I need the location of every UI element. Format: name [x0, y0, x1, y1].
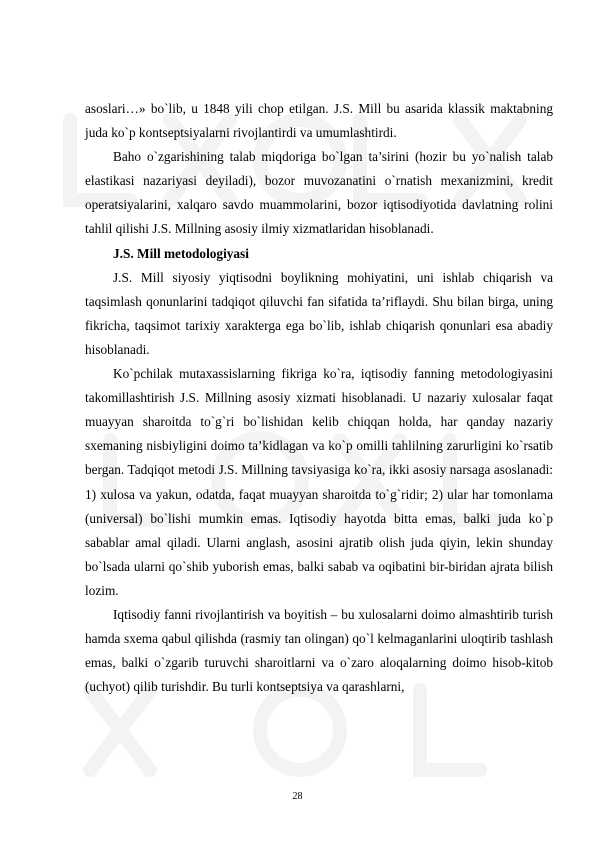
- paragraph-methodology: Ko`pchilak mutaxassislarning fikriga ko`ra, iqtisodiy fanning metodologiyasini takomillashtirish J.S. Millning asosiy xizmati hisoblanadi. U nazariy xulosalar faqat muayyan sharoitda to`g`ri bo`lishidan kelib chiqqan holda, har qanday nazariy sxemaning nisbiyligini doimo ta’kidlagan va ko`p omilli tahlilning zarurligini ko`rsatib bergan. Tadqiqot metodi J.S. Millning tavsiyasiga ko`ra, ikki asosiy narsaga asoslanadi: 1) xulosa va yakun, odatda, faqat muayyan sharoitda to`g`ridir; 2) ular har tomonlama (universal) bo`lishi mumkin emas. Iqtisodiy hayotda bitta emas, balki juda ko`p sabablar amal qiladi. Ularni anglash, asosini ajratib olish juda qiyin, lekin shunday bo`lsada ularni qo`shib yuborish emas, balki sabab va oqibatini bir-biridan ajrata bilish lozim.: [85, 366, 553, 598]
- paragraph-political-economy: J.S. Mill siyosiy yiqtisodni boylikning mohiyatini, uni ishlab chiqarish va taqsimlash qonunlarini tadqiqot qiluvchi fan sifatida ta’riflaydi. Shu bilan birga, uning fikricha, taqsimot tarixiy xarakterga ega bo`lib, ishlab chiqarish qonunlari esa abadiy hisoblanadi.: [85, 269, 553, 357]
- paragraph-economic-science: Iqtisodiy fanni rivojlantirish va boyitish – bu xulosalarni doimo almashtirib turish hamda sxema qabul qilishda (rasmiy tan olingan) qo`l kelmaganlarini uloqtirib tashlash emas, balki o`zgarib turuvchi sharoitlarni va o`zaro aloqalarning doimo hisob-kitob (uchyot) qilib turishdir. Bu turli kontseptsiya va qarashlarni,: [85, 606, 553, 695]
- document-body: [85, 97, 553, 699]
- paragraph-continuation: asoslari…» bo`lib, u 1848 yili chop etilgan. J.S. Mill bu asarida klassik maktabning juda ko`p kontseptsiyalarni rivojlantirdi va umumlashtirdi.: [85, 101, 553, 141]
- paragraph-mill-contributions: Baho o`zgarishining talab miqdoriga bo`lgan ta’sirini (hozir bu yo`nalish talab elastikasi nazariyasi deyiladi), bozor muvozanatini o`rnatish mexanizmini, kredit operatsiyalarini, xalqaro savdo muammolarini, bozor iqtisodiyotida davlatning rolini tahlil qilishi J.S. Millning asosiy ilmiy xizmatlaridan hisoblanadi.: [85, 149, 553, 237]
- section-heading: J.S. Mill metodologiyasi: [113, 245, 249, 261]
- page-number: 28: [292, 791, 303, 802]
